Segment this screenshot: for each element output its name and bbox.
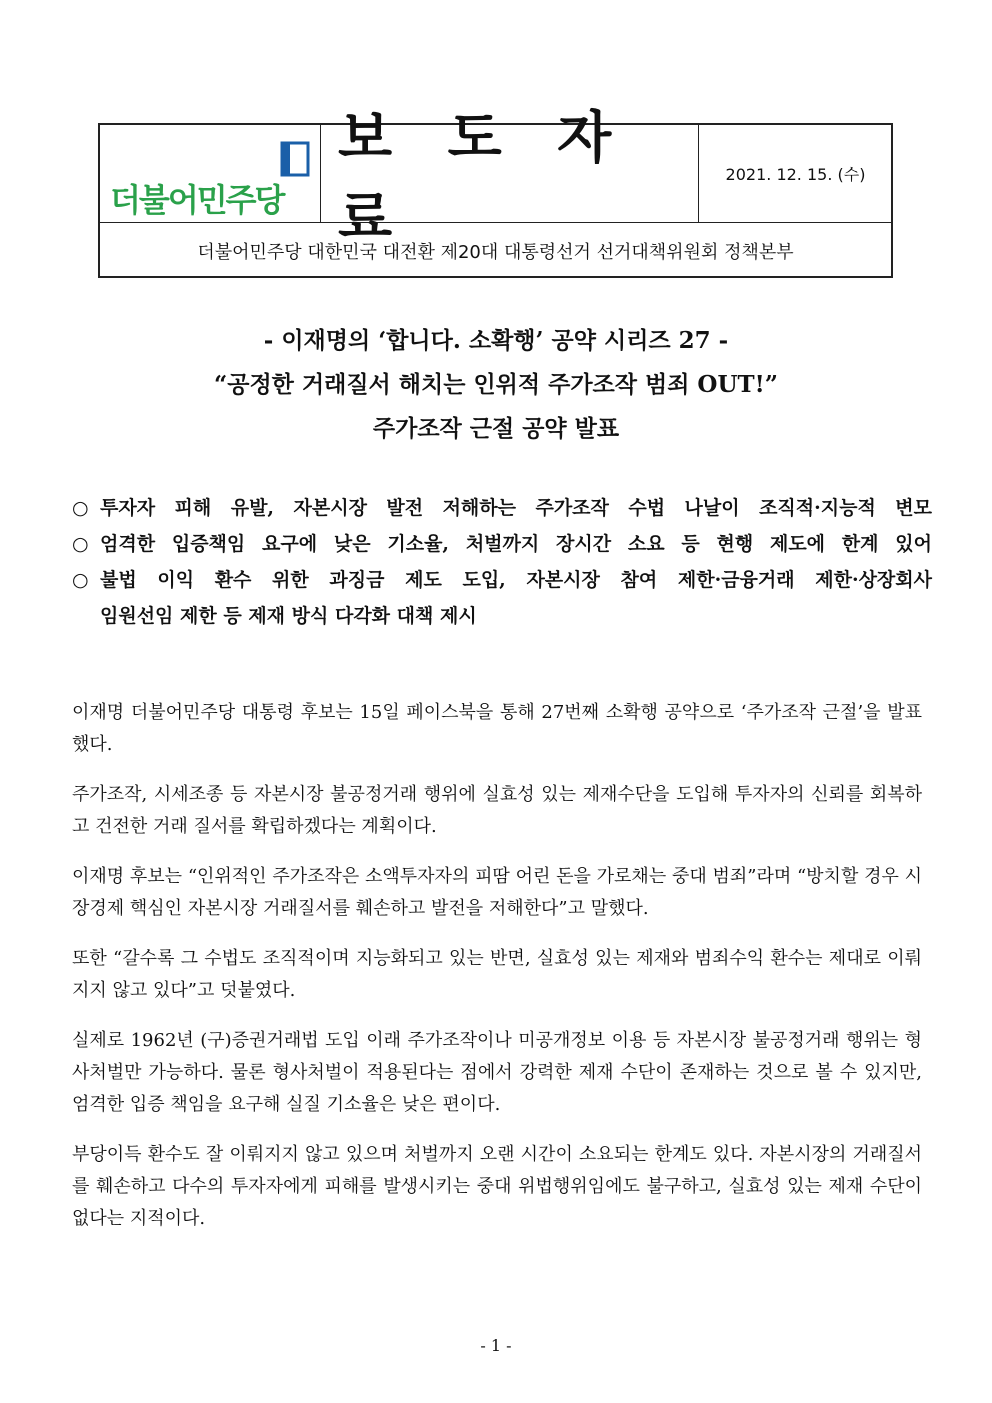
party-logo-mark-icon <box>278 139 312 179</box>
bullet-item <box>72 490 932 526</box>
release-date: 2021. 12. 15. (수) <box>725 165 866 184</box>
press-header-table <box>98 105 893 278</box>
page-number: - 1 - <box>480 1336 512 1355</box>
bullet-item <box>72 526 932 562</box>
body-paragraph: 주가조작, 시세조종 등 자본시장 불공정거래 행위에 실효성 있는 제재수단을 도입해 투자자의 신뢰를 회복하고 건전한 거래 질서를 확립하겠다는 계획이다. <box>72 784 922 837</box>
headline-main: “공정한 거래질서 해치는 인위적 주가조작 범죄 OUT!” <box>214 371 778 398</box>
bullet-text: 불법 이익 환수 위한 과징금 제도 도입, 자본시장 참여 제한·금융거래 제한·상장회사 <box>100 569 932 591</box>
issuer-line: 더불어민주당 대한민국 대전환 제20대 대통령선거 선거대책위원회 정책본부 <box>197 241 794 263</box>
party-logo-cell <box>100 125 321 222</box>
headline-series: - 이재명의 ‘합니다. 소확행’ 공약 시리즈 27 - <box>263 327 729 354</box>
bullet-marker: ○ <box>72 533 89 555</box>
body-paragraph: 실제로 1962년 (구)증권거래법 도입 이래 주가조작이나 미공개정보 이용 등 자본시장 불공정거래 행위는 형사처벌만 가능하다. 물론 형사처벌이 적용된다는 점에서 강력한 제재 수단이 존재하는 것으로 볼 수 있지만, 엄격한 입증 책임을 요구해 실질 기소율은 낮은 편이다. <box>72 1030 922 1115</box>
bullet-text: 엄격한 입증책임 요구에 낮은 기소율, 처벌까지 장시간 소요 등 현행 제도에 한계 있어 <box>100 533 932 555</box>
bullet-marker: ○ <box>72 569 89 591</box>
summary-bullets <box>72 490 932 634</box>
body-paragraph: 또한 “갈수록 그 수법도 조직적이며 지능화되고 있는 반면, 실효성 있는 제재와 범죄수익 환수는 제대로 이뤄지지 않고 있다”고 덧붙였다. <box>72 948 922 1001</box>
body-paragraph: 이재명 후보는 “인위적인 주가조작은 소액투자자의 피땀 어린 돈을 가로채는 중대 범죄”라며 “방치할 경우 시장경제 핵심인 자본시장 거래질서를 훼손하고 발전을 저해한다”고 말했다. <box>72 866 922 919</box>
press-title-cell <box>320 105 699 251</box>
bullet-continuation: 임원선임 제한 등 제재 방식 다각화 대책 제시 <box>100 605 477 627</box>
article-body <box>72 697 922 1253</box>
bullet-item <box>72 562 932 598</box>
header-top-row <box>100 105 891 251</box>
bullet-text: 투자자 피해 유발, 자본시장 발전 저해하는 주가조작 수법 나날이 조직적·지능적 변모 <box>100 497 932 519</box>
body-paragraph: 이재명 더불어민주당 대통령 후보는 15일 페이스북을 통해 27번째 소확행 공약으로 ‘주가조작 근절’을 발표했다. <box>72 702 922 755</box>
bullet-marker: ○ <box>72 497 89 519</box>
body-paragraph: 부당이득 환수도 잘 이뤄지지 않고 있으며 처벌까지 오랜 시간이 소요되는 한계도 있다. 자본시장의 거래질서를 훼손하고 다수의 투자자에게 피해를 발생시키는 중대 위법행위임에도 불구하고, 실효성 있는 제재 수단이 없다는 지적이다. <box>72 1144 922 1229</box>
headline-sub: 주가조작 근절 공약 발표 <box>372 415 620 442</box>
press-release-title: 보 도 자 료 <box>338 105 630 251</box>
party-logo-text: 더불어민주당 <box>110 181 284 219</box>
